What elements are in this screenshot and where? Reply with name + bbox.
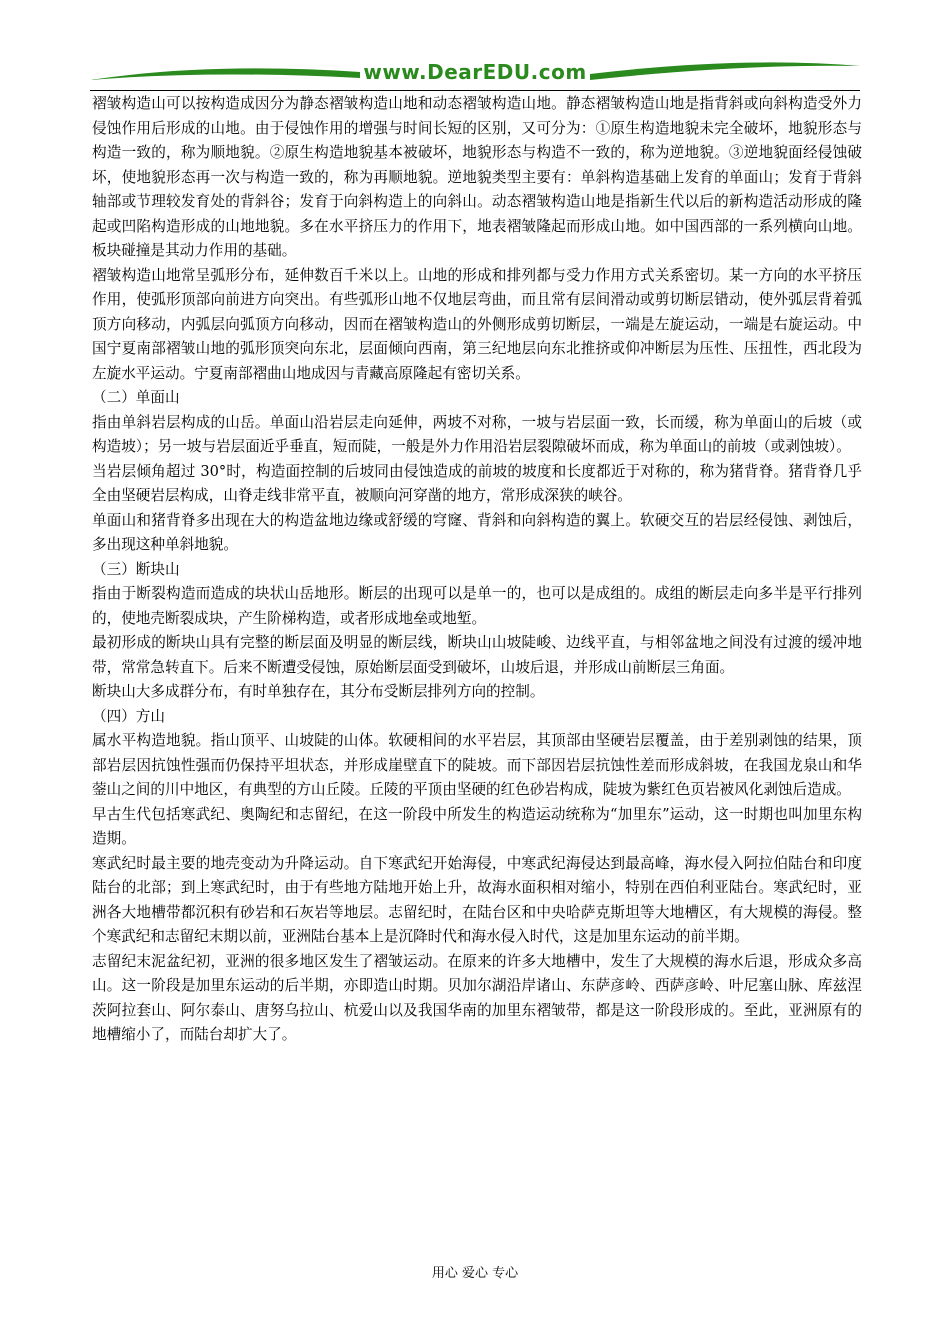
site-header (90, 58, 860, 90)
paragraph: 指由单斜岩层构成的山岳。单面山沿岩层走向延伸，两坡不对称，一坡与岩层面一致，长而缓，称为单面山的后坡（或构造坡）；另一坡与岩层面近乎垂直，短而陡，一般是外力作用沿岩层裂隙破坏而成，称为单面山的前坡（或剥蚀坡）。 (92, 413, 862, 455)
paragraph: 断块山大多成群分布，有时单独存在，其分布受断层排列方向的控制。 (92, 683, 545, 700)
section-heading: （三）断块山 (92, 560, 180, 578)
paragraph: 志留纪末泥盆纪初，亚洲的很多地区发生了褶皱运动。在原来的许多大地槽中，发生了大规模的海水后退，形成众多高山。这一阶段是加里东运动的后半期，亦即造山时期。贝加尔湖沿岸诸山、东萨彦岭、西萨彦岭、叶尼塞山脉、库兹涅茨阿拉套山、阿尔泰山、唐努乌拉山、杭爱山以及我国华南的加里东褶皱带，都是这一阶段形成的。至此，亚洲原有的地槽缩小了，而陆台却扩大了。 (92, 952, 862, 1043)
paragraph: 属水平构造地貌。指山顶平、山坡陡的山体。软硬相间的水平岩层，其顶部由坚硬岩层覆盖，由于差别剥蚀的结果，顶部岩层因抗蚀性强而仍保持平坦状态，并形成崖壁直下的陡坡。而下部因岩层抗蚀性差而形成斜坡，在我国龙泉山和华蓥山之间的川中地区，有典型的方山丘陵。丘陵的平顶由坚硬的红色砂岩构成，陡坡为紫红色页岩被风化剥蚀后造成。 (92, 732, 862, 798)
paragraph: 单面山和猪背脊多出现在大的构造盆地边缘或舒缓的穹窿、背斜和向斜构造的翼上。软硬交互的岩层经侵蚀、剥蚀后，多出现这种单斜地貌。 (92, 511, 862, 553)
header-rule (90, 90, 860, 91)
paragraph: 当岩层倾角超过 30°时，构造面控制的后坡同由侵蚀造成的前坡的坡度和长度都近于对称的，称为猪背脊。猪背脊几乎全由坚硬岩层构成，山脊走线非常平直，被顺向河穿凿的地方，常形成深狭的峡谷。 (92, 462, 862, 504)
document-body (92, 92, 862, 1048)
paragraph: 早古生代包括寒武纪、奥陶纪和志留纪，在这一阶段中所发生的构造运动统称为“加里东”运动，这一时期也叫加里东构造期。 (92, 805, 862, 847)
site-logo-text[interactable]: www.DearEDU.com (363, 60, 587, 84)
paragraph: 指由于断裂构造而造成的块状山岳地形。断层的出现可以是单一的，也可以是成组的。成组的断层走向多半是平行排列的，使地壳断裂成块，产生阶梯构造，或者形成地垒或地堑。 (92, 585, 862, 627)
page-footer: 用心 爱心 专心 (431, 1266, 519, 1281)
section-heading: （二）单面山 (92, 389, 180, 406)
paragraph: 最初形成的断块山具有完整的断层面及明显的断层线，断块山山坡陡峻、边线平直，与相邻盆地之间没有过渡的缓冲地带，常常急转直下。后来不断遭受侵蚀，原始断层面受到破坏，山坡后退，并形成山前断层三角面。 (92, 634, 862, 676)
paragraph: 褶皱构造山可以按构造成因分为静态褶皱构造山地和动态褶皱构造山地。静态褶皱构造山地是指背斜或向斜构造受外力侵蚀作用后形成的山地。由于侵蚀作用的增强与时间长短的区别，又可分为：①原生构造地貌未完全破坏，地貌形态与构造一致的，称为顺地貌。②原生构造地貌基本被破坏，地貌形态与构造不一致的，称为逆地貌。③逆地貌面经侵蚀破坏，使地貌形态再一次与构造一致的，称为再顺地貌。逆地貌类型主要有：单斜构造基础上发育的单面山；发育于背斜轴部或节理较发育处的背斜谷；发育于向斜构造上的向斜山。动态褶皱构造山地是指新生代以后的新构造活动形成的隆起或凹陷构造形成的山地地貌。多在水平挤压力的作用下，地表褶皱隆起而形成山地。如中国西部的一系列横向山地。板块碰撞是其动力作用的基础。 (92, 95, 862, 259)
paragraph: 褶皱构造山地常呈弧形分布，延伸数百千米以上。山地的形成和排列都与受力作用方式关系密切。某一方向的水平挤压作用，使弧形顶部向前进方向突出。有些弧形山地不仅地层弯曲，而且常有层间滑动或剪切断层错动，使外弧层背着弧顶方向移动，内弧层向弧顶方向移动，因而在褶皱构造山的外侧形成剪切断层，一端是左旋运动，一端是右旋运动。中国宁夏南部褶皱山地的弧形顶突向东北，层面倾向西南，第三纪地层向东北推挤或仰冲断层为压性、压扭性，西北段为左旋水平运动。宁夏南部褶曲山地成因与青藏高原隆起有密切关系。 (92, 266, 862, 382)
paragraph: 寒武纪时最主要的地壳变动为升降运动。自下寒武纪开始海侵，中寒武纪海侵达到最高峰，海水侵入阿拉伯陆台和印度陆台的北部；到上寒武纪时，由于有些地方陆地开始上升，故海水面积相对缩小，特别在西伯利亚陆台。寒武纪时，亚洲各大地槽带都沉积有砂岩和石灰岩等地层。志留纪时，在陆台区和中央哈萨克斯坦等大地槽区，有大规模的海侵。整个寒武纪和志留纪末期以前，亚洲陆台基本上是沉降时代和海水侵入时代，这是加里东运动的前半期。 (92, 854, 862, 945)
section-heading: （四）方山 (92, 707, 165, 725)
